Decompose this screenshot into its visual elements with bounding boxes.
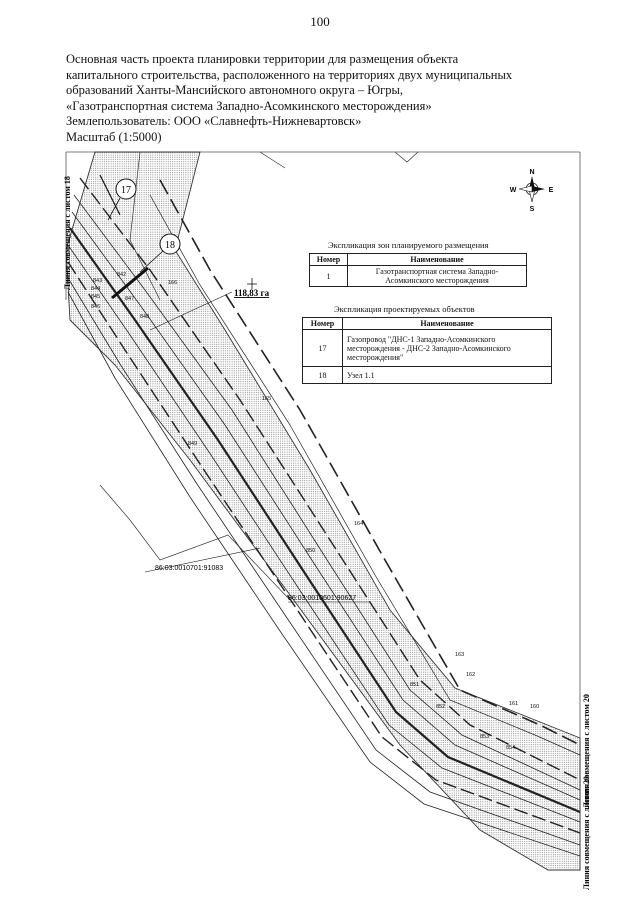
objects-row-name-18: Узел 1.1 (343, 367, 552, 384)
compass-rose-icon (510, 169, 554, 213)
zones-row-name: Газотранспортная система Западно-Асомкинского месторождения (348, 266, 527, 287)
point-847: 847 (125, 296, 135, 302)
point-165: 165 (262, 396, 272, 402)
callout-18-label: 18 (165, 240, 175, 251)
objects-row-name-17: Газопровод "ДНС-1 Западно-Асомкинского месторождения - ДНС-2 Западно-Асомкинского месторождения" (343, 330, 552, 367)
header-line-4: «Газотранспортная система Западно-Асомкинского месторождения» (66, 98, 432, 113)
point-161: 161 (509, 701, 519, 707)
point-160: 160 (530, 704, 540, 710)
compass-s: S (529, 206, 535, 213)
point-852: 852 (436, 704, 446, 710)
point-854: 854 (506, 745, 516, 751)
point-849: 849 (188, 441, 198, 447)
point-848: 848 (140, 314, 150, 320)
objects-table-caption: Экспликация проектируемых объектов (334, 304, 475, 314)
parcel-2-label: 86:03:0010601:90627 (288, 595, 357, 602)
table-row (310, 266, 527, 287)
table-row (303, 367, 552, 384)
point-843: 843 (93, 278, 103, 284)
table-row (303, 330, 552, 367)
objects-row-num-18: 18 (303, 367, 343, 384)
zones-table-header (310, 254, 527, 266)
compass-n: N (529, 169, 535, 176)
area-marker (234, 278, 270, 298)
parcel-boundary-d (260, 152, 285, 168)
match-line-left: Линия совмещения с листом 18 (63, 176, 72, 290)
match-line-right-top: Линия совмещения с листом 20 (582, 694, 591, 808)
zones-table (309, 253, 527, 287)
header-line-5: Землепользователь: ООО «Славнефть-Нижневартовск» (66, 114, 362, 128)
point-166: 166 (168, 280, 178, 286)
point-853: 853 (480, 734, 490, 740)
zones-header-num: Номер (310, 254, 348, 266)
objects-table (302, 317, 552, 384)
header-line-2: капитального строительства, расположенного на территориях двух муниципальных (66, 67, 513, 82)
objects-table-header (303, 318, 552, 330)
point-844: 844 (91, 286, 101, 292)
match-line-right-bottom: Линия совмещения с листом 20 (582, 776, 591, 890)
point-851: 851 (410, 682, 420, 688)
parcel-1-label: 86:03:0010701:91083 (155, 565, 224, 572)
point-845: 845 (91, 294, 101, 300)
objects-row-num-17: 17 (303, 330, 343, 367)
objects-header-num: Номер (303, 318, 343, 330)
area-label: 118,83 га (234, 288, 270, 298)
point-162: 162 (466, 672, 476, 678)
header-line-3: образований Ханты-Мансийского автономного округа – Югры, (66, 83, 404, 97)
point-163: 163 (455, 652, 465, 658)
point-842: 842 (117, 272, 127, 278)
point-850: 850 (306, 548, 316, 554)
zones-table-caption: Экспликация зон планируемого размещения (328, 240, 489, 250)
point-164: 164 (354, 521, 364, 527)
zones-header-name: Наименование (348, 254, 527, 266)
compass-w: W (509, 187, 517, 194)
compass-e: E (548, 187, 554, 194)
header-line-1: Основная часть проекта планировки территории для размещения объекта (66, 52, 459, 66)
callout-17-label: 17 (121, 185, 131, 196)
objects-header-name: Наименование (343, 318, 552, 330)
page-number: 100 (310, 14, 330, 29)
point-846: 846 (91, 304, 101, 310)
zones-row-num: 1 (310, 266, 348, 287)
parcel-boundary-c (395, 152, 418, 162)
header-line-6: Масштаб (1:5000) (66, 129, 162, 144)
